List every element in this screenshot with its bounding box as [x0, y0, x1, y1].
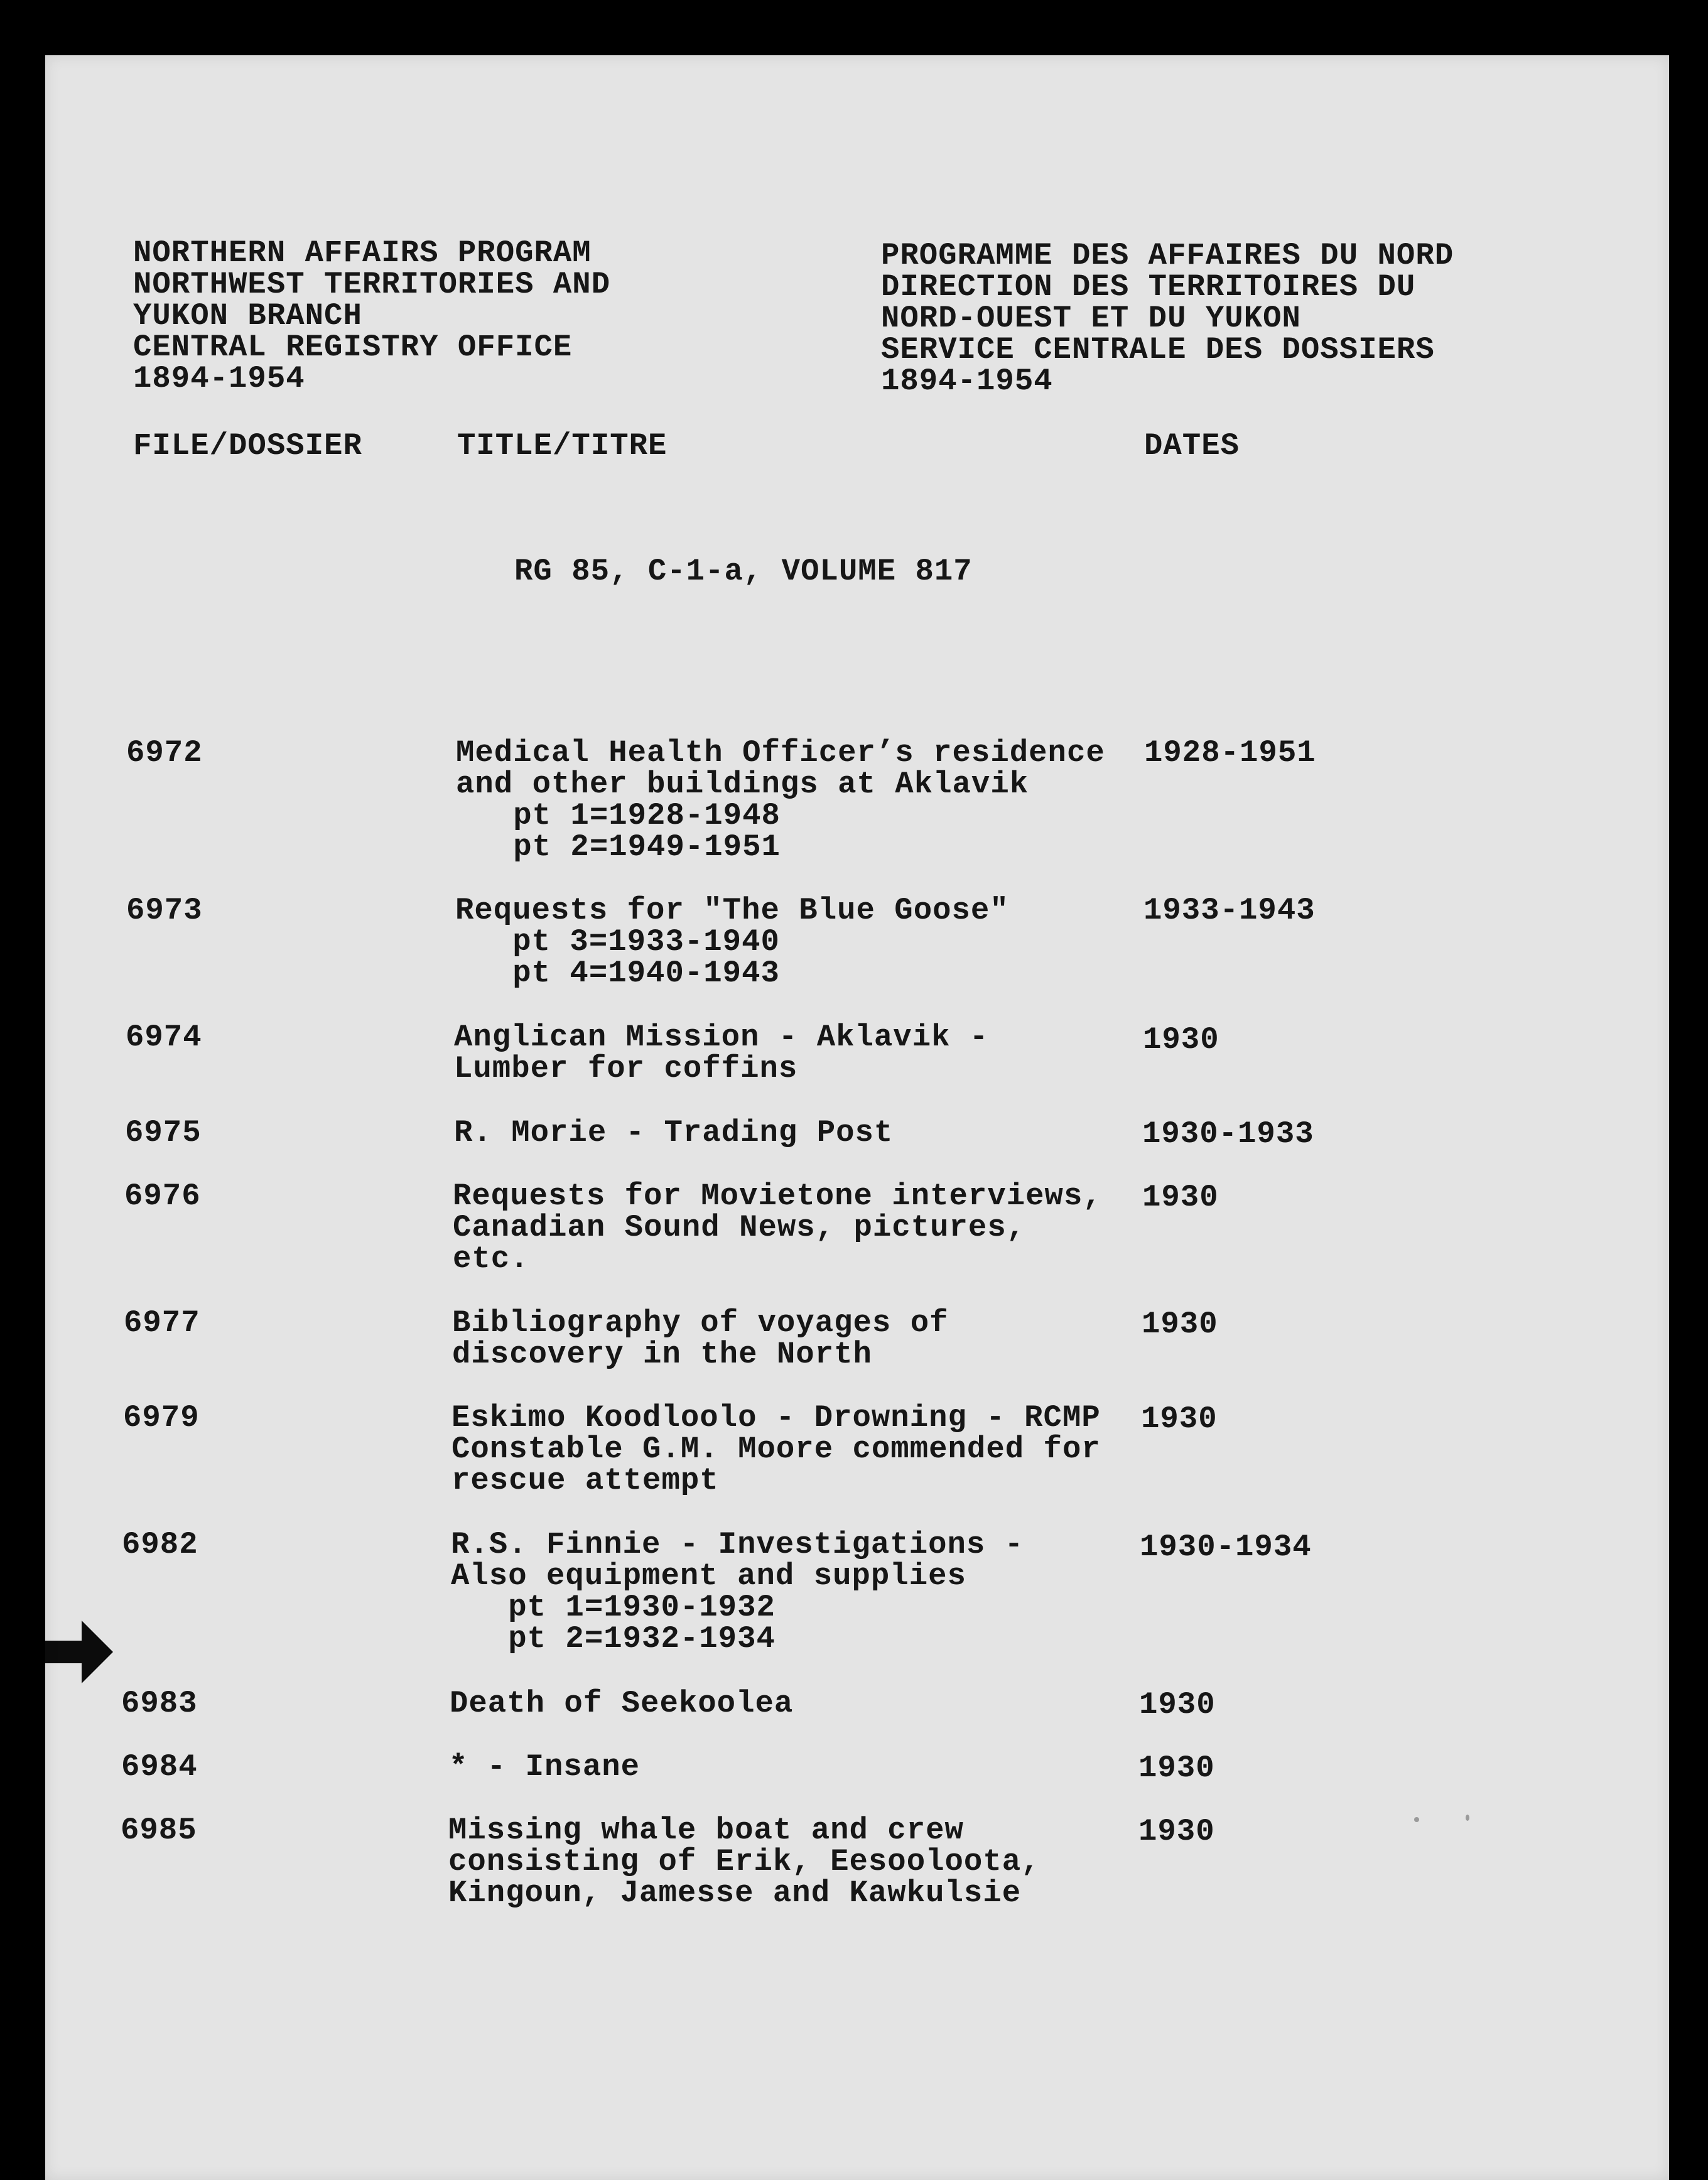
- file-title: [455, 895, 1009, 989]
- title-line: Also equipment and supplies: [451, 1558, 966, 1594]
- title-line: and other buildings at Aklavik: [456, 767, 1029, 802]
- title-line: pt 4=1940-1943: [455, 956, 780, 991]
- title-line: Eskimo Koodloolo - Drowning - RCMP: [451, 1400, 1101, 1435]
- header-line: NORTHWEST TERRITORIES AND: [133, 267, 611, 302]
- file-number: 6972: [126, 735, 203, 770]
- title-line: R. Morie - Trading Post: [454, 1115, 894, 1150]
- title-line: Kingoun, Jamesse and Kawkulsie: [448, 1875, 1022, 1911]
- title-line: Requests for Movietone interviews,: [453, 1179, 1102, 1214]
- file-number: 6976: [124, 1179, 201, 1214]
- file-number: 6973: [126, 893, 203, 928]
- header-line: NORTHERN AFFAIRS PROGRAM: [133, 235, 592, 271]
- file-dates: 1930-1934: [1140, 1530, 1312, 1565]
- file-title: [448, 1815, 1040, 1909]
- header-french: [881, 240, 1454, 397]
- file-dates: 1930: [1141, 1401, 1218, 1437]
- scan-speck: [1466, 1815, 1469, 1821]
- pointer-arrow-icon: [45, 1616, 114, 1691]
- header-line: SERVICE CENTRALE DES DOSSIERS: [881, 332, 1435, 367]
- title-line: R.S. Finnie - Investigations -: [451, 1527, 1024, 1562]
- document-page: [45, 55, 1669, 2180]
- header-line: YUKON BRANCH: [133, 298, 362, 333]
- title-line: discovery in the North: [452, 1337, 872, 1372]
- title-line: Medical Health Officer’s residence: [456, 735, 1105, 770]
- title-line: pt 1=1930-1932: [451, 1590, 776, 1625]
- title-line: Anglican Mission - Aklavik -: [454, 1020, 989, 1055]
- title-line: etc.: [453, 1241, 529, 1276]
- file-number: 6984: [121, 1749, 198, 1784]
- file-dates: 1930-1933: [1142, 1116, 1314, 1152]
- scan-speck: [1414, 1817, 1419, 1822]
- file-dates: 1930: [1138, 1814, 1215, 1849]
- file-dates: 1930: [1138, 1751, 1215, 1786]
- file-number: 6979: [123, 1400, 200, 1435]
- file-title: [454, 1022, 988, 1084]
- file-number: 6975: [125, 1115, 202, 1150]
- file-title: [456, 737, 1105, 863]
- header-line: CENTRAL REGISTRY OFFICE: [133, 330, 573, 365]
- title-line: pt 1=1928-1948: [456, 798, 781, 833]
- file-dates: 1928-1951: [1144, 735, 1316, 770]
- file-number: 6982: [122, 1527, 198, 1562]
- file-dates: 1933-1943: [1143, 893, 1316, 928]
- header-line: PROGRAMME DES AFFAIRES DU NORD: [881, 238, 1454, 273]
- file-dates: 1930: [1139, 1687, 1216, 1722]
- file-title: [451, 1402, 1101, 1496]
- header-line: NORD-OUEST ET DU YUKON: [881, 301, 1301, 336]
- header-line: 1894-1954: [881, 364, 1053, 399]
- file-title: [452, 1307, 949, 1370]
- title-line: Death of Seekoolea: [450, 1686, 794, 1721]
- file-dates: 1930: [1142, 1307, 1218, 1342]
- file-number: 6985: [121, 1813, 197, 1848]
- title-line: Bibliography of voyages of: [452, 1305, 949, 1341]
- file-dates: 1930: [1142, 1180, 1219, 1215]
- title-line: pt 2=1949-1951: [456, 829, 781, 865]
- header-line: 1894-1954: [133, 361, 305, 396]
- column-header-title: TITLE/TITRE: [457, 428, 668, 463]
- volume-heading: RG 85, C-1-a, VOLUME 817: [514, 554, 973, 589]
- column-header-dates: DATES: [1144, 428, 1240, 463]
- header-english: [133, 237, 610, 394]
- title-line: pt 3=1933-1940: [455, 924, 780, 959]
- file-title: [454, 1117, 893, 1148]
- file-title: [453, 1180, 1102, 1275]
- file-dates: 1930: [1143, 1022, 1219, 1057]
- file-title: [450, 1688, 793, 1719]
- title-line: consisting of Erik, Eesooloota,: [448, 1844, 1040, 1879]
- title-line: Constable G.M. Moore commended for: [451, 1432, 1101, 1467]
- title-line: Requests for "The Blue Goose": [455, 893, 1009, 928]
- file-number: 6983: [121, 1686, 198, 1721]
- file-number: 6977: [124, 1305, 200, 1341]
- title-line: Lumber for coffins: [454, 1051, 798, 1086]
- title-line: Missing whale boat and crew: [448, 1813, 964, 1848]
- header-line: DIRECTION DES TERRITOIRES DU: [881, 269, 1416, 305]
- file-number: 6974: [126, 1020, 202, 1055]
- title-line: Canadian Sound News, pictures,: [453, 1210, 1026, 1245]
- title-line: * - Insane: [449, 1749, 640, 1784]
- title-line: rescue attempt: [451, 1463, 719, 1498]
- file-title: [449, 1751, 640, 1783]
- file-title: [451, 1529, 1024, 1654]
- title-line: pt 2=1932-1934: [451, 1621, 776, 1656]
- column-header-file: FILE/DOSSIER: [133, 428, 362, 463]
